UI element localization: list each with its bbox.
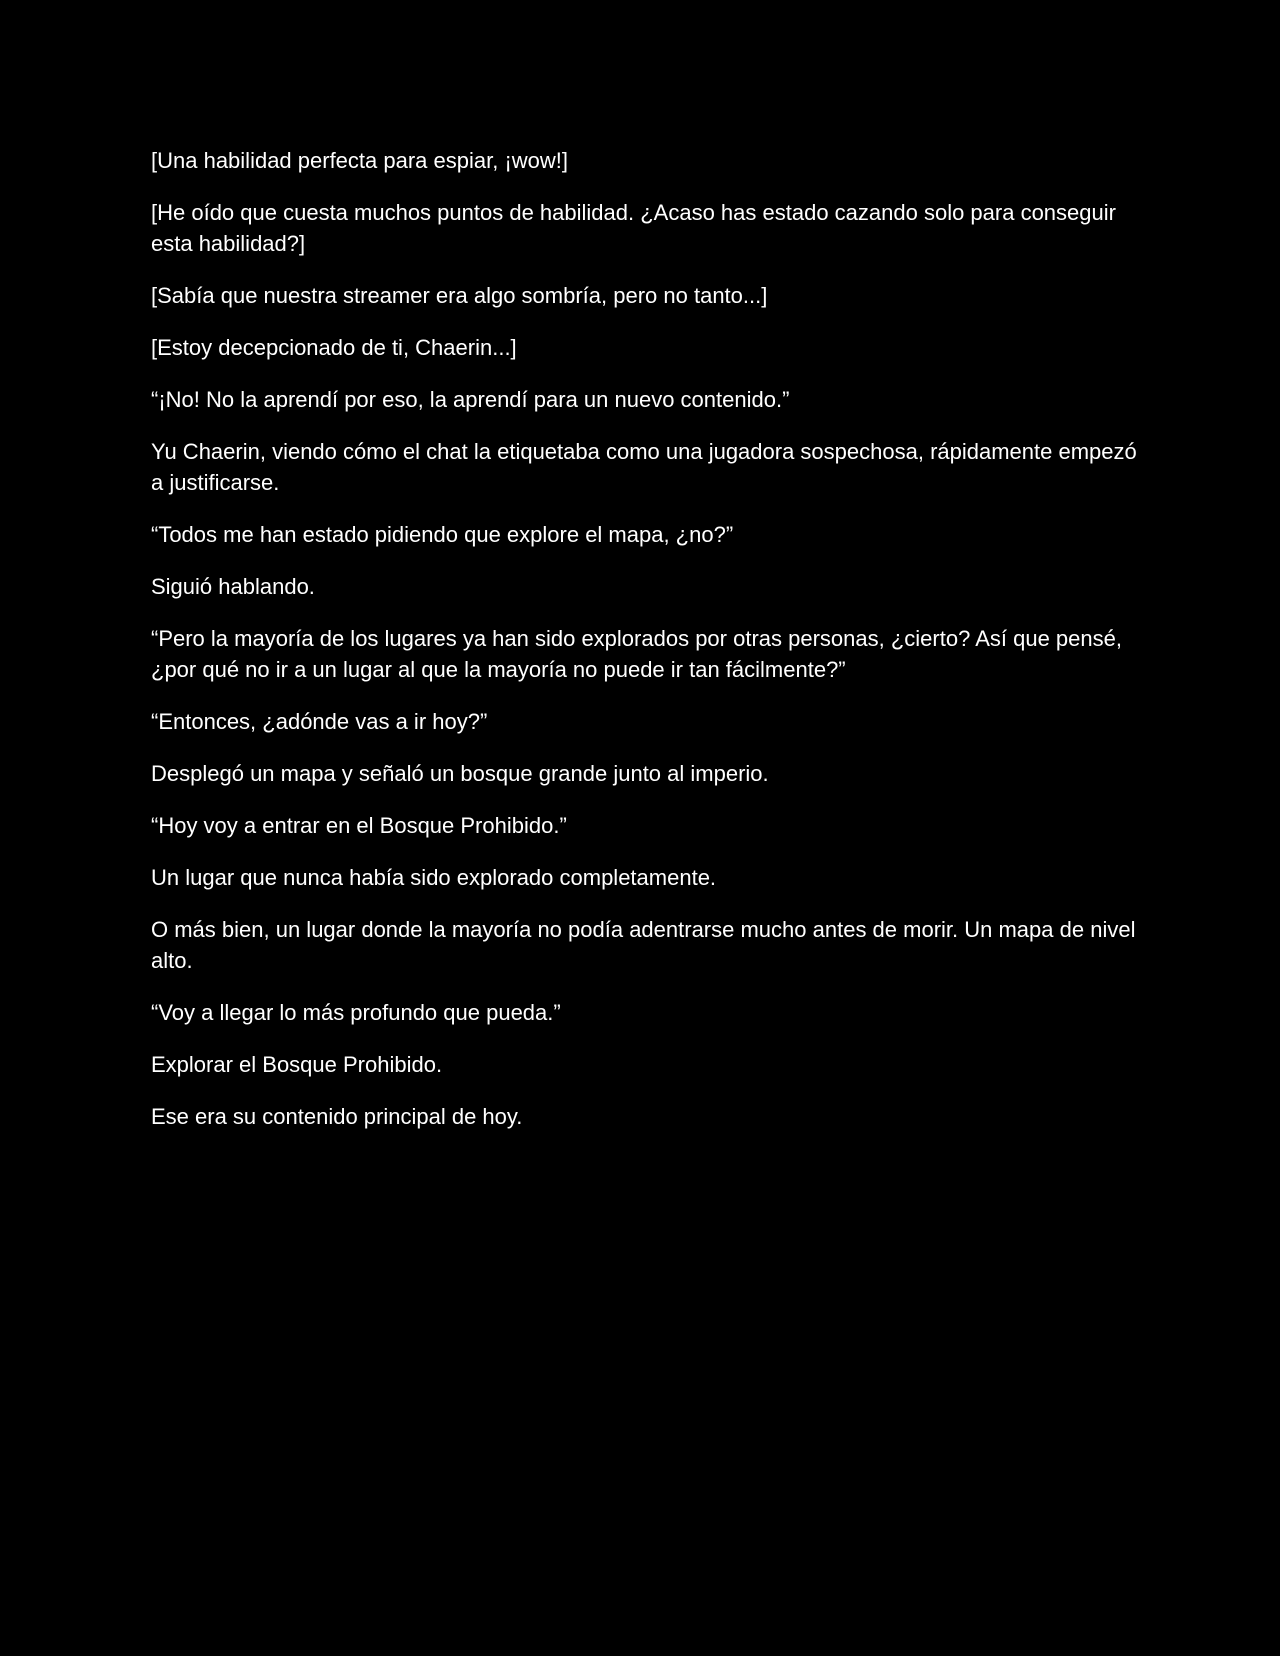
narration-paragraph: Un lugar que nunca había sido explorado completamente. bbox=[151, 865, 717, 890]
chat-message-paragraph: [Una habilidad perfecta para espiar, ¡wow!] bbox=[151, 148, 569, 173]
narration-paragraph: Yu Chaerin, viendo cómo el chat la etiquetaba como una jugadora sospechosa, rápidamente empezó a justificarse. bbox=[151, 439, 1137, 495]
dialogue-paragraph: “Todos me han estado pidiendo que explore el mapa, ¿no?” bbox=[151, 522, 734, 547]
chat-message-paragraph: [He oído que cuesta muchos puntos de habilidad. ¿Acaso has estado cazando solo para conseguir esta habilidad?] bbox=[151, 200, 1116, 256]
narration-paragraph: Explorar el Bosque Prohibido. bbox=[151, 1052, 443, 1077]
dialogue-paragraph: “Entonces, ¿adónde vas a ir hoy?” bbox=[151, 709, 488, 734]
chat-message-paragraph: [Sabía que nuestra streamer era algo sombría, pero no tanto...] bbox=[151, 283, 768, 308]
dialogue-paragraph: “Pero la mayoría de los lugares ya han sido explorados por otras personas, ¿cierto? Así que pensé, ¿por qué no ir a un lugar al que la mayoría no puede ir tan fácilmente?” bbox=[151, 626, 1122, 682]
narration-paragraph: Siguió hablando. bbox=[151, 574, 315, 599]
narration-paragraph: Ese era su contenido principal de hoy. bbox=[151, 1104, 523, 1129]
dialogue-paragraph: “Hoy voy a entrar en el Bosque Prohibido.” bbox=[151, 813, 567, 838]
document-page bbox=[151, 145, 1141, 1153]
chat-message-paragraph: [Estoy decepcionado de ti, Chaerin...] bbox=[151, 335, 517, 360]
dialogue-paragraph: “¡No! No la aprendí por eso, la aprendí para un nuevo contenido.” bbox=[151, 387, 790, 412]
dialogue-paragraph: “Voy a llegar lo más profundo que pueda.” bbox=[151, 1000, 561, 1025]
narration-paragraph: O más bien, un lugar donde la mayoría no podía adentrarse mucho antes de morir. Un mapa de nivel alto. bbox=[151, 917, 1136, 973]
narration-paragraph: Desplegó un mapa y señaló un bosque grande junto al imperio. bbox=[151, 761, 769, 786]
